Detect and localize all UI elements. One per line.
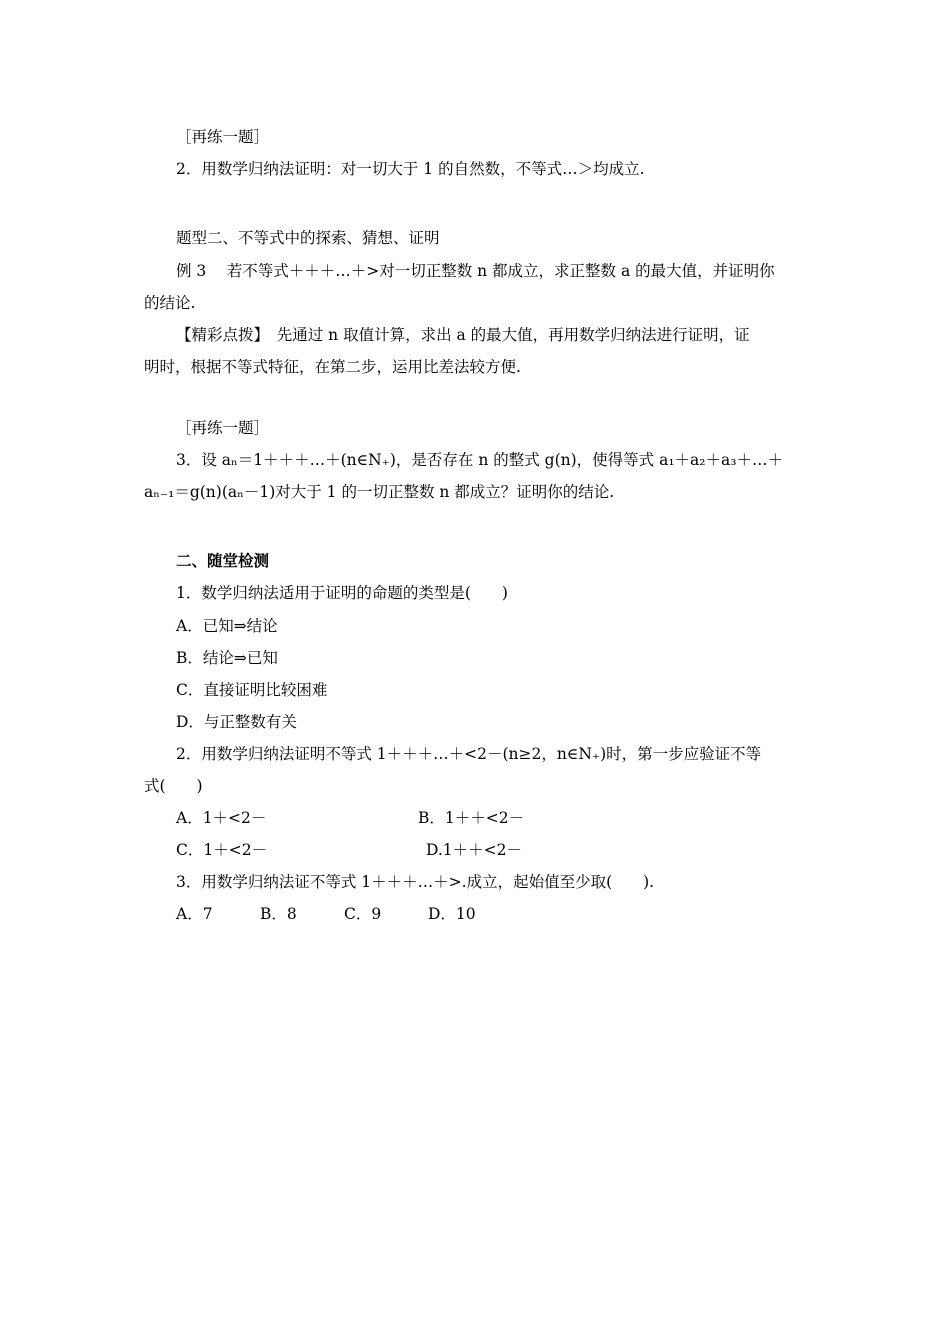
quiz-q2-stem-line2: 式( ): [144, 777, 203, 795]
quiz-q1-stem: 1．数学归纳法适用于证明的命题的类型是( ): [176, 584, 508, 602]
example3-line1: 例 3 若不等式＋＋＋…＋>对一切正整数 n 都成立，求正整数 a 的最大值，并证明你: [176, 262, 775, 280]
practice-question-3-line1: 3．设 aₙ＝1＋＋＋…＋(n∈N₊)，是否存在 n 的整式 g(n)，使得等式 a₁＋a₂＋a₃＋…＋: [176, 451, 783, 469]
quiz-q2-option-c: C．1＋<2－: [176, 841, 268, 859]
practice-heading-2: ［再练一题］: [176, 419, 270, 437]
quiz-q2-option-a: A．1＋<2－: [176, 809, 267, 827]
quiz-q3-option-c: C．9: [344, 905, 382, 923]
type2-heading: 题型二、不等式中的探索、猜想、证明: [176, 229, 440, 247]
practice-heading-1: ［再练一题］: [176, 128, 270, 146]
quiz-heading: 二、随堂检测: [176, 552, 270, 570]
quiz-q2-stem-line1: 2．用数学归纳法证明不等式 1＋＋＋…＋<2－(n≥2，n∈N₊)时，第一步应验证不等: [176, 745, 762, 763]
practice-question-3-line2: aₙ₋₁＝g(n)(aₙ－1)对大于 1 的一切正整数 n 都成立？证明你的结论.: [144, 483, 615, 501]
quiz-q3-stem: 3．用数学归纳法证不等式 1＋＋＋…＋>.成立，起始值至少取( ).: [176, 873, 655, 891]
example3-line2: 的结论.: [144, 294, 196, 312]
quiz-q1-option-d: D．与正整数有关: [176, 713, 297, 731]
quiz-q3-option-b: B．8: [260, 905, 297, 923]
quiz-q2-option-b: B．1＋＋<2－: [418, 809, 525, 827]
quiz-q3-option-a: A．7: [176, 905, 213, 923]
hint-line2: 明时，根据不等式特征，在第二步，运用比差法较方便.: [144, 358, 521, 376]
quiz-q1-option-a: A．已知⇒结论: [176, 617, 278, 635]
quiz-q3-option-d: D．10: [428, 905, 476, 923]
practice-question-2: 2．用数学归纳法证明：对一切大于 1 的自然数，不等式…＞均成立.: [176, 160, 645, 178]
quiz-q1-option-c: C．直接证明比较困难: [176, 681, 328, 699]
quiz-q1-option-b: B．结论⇒已知: [176, 649, 278, 667]
quiz-q2-option-d: D.1＋＋<2－: [426, 841, 523, 859]
hint-line1: 【精彩点拨】 先通过 n 取值计算，求出 a 的最大值，再用数学归纳法进行证明，证: [176, 326, 750, 344]
